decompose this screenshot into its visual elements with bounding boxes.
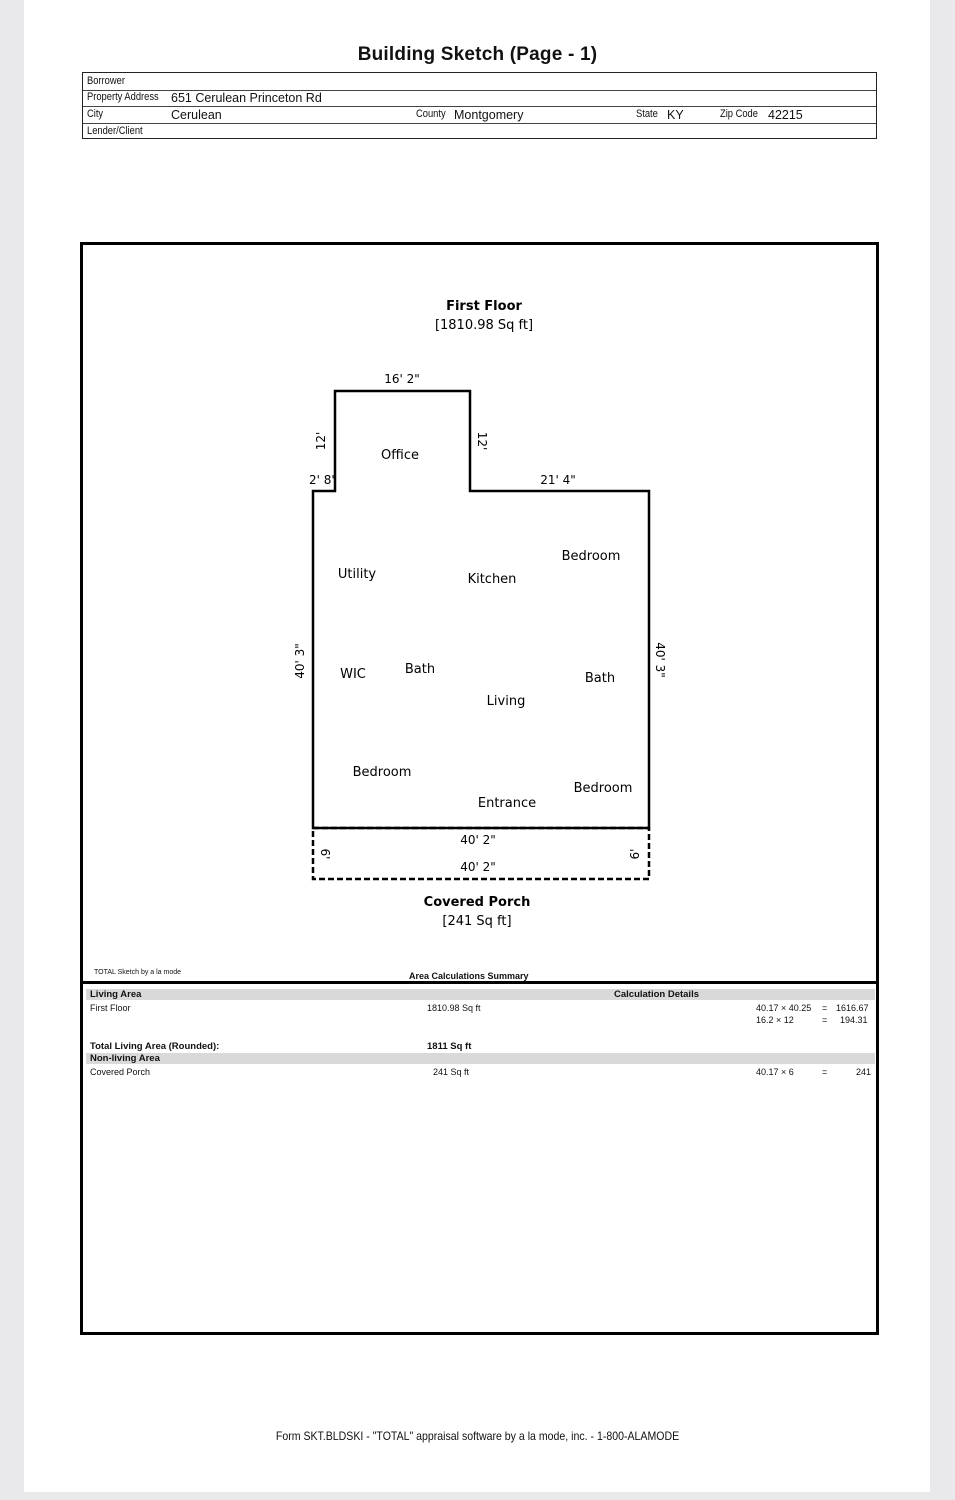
non-living-label: Non-living Area (90, 1053, 160, 1064)
calc-details-label: Calculation Details (614, 989, 699, 1000)
calc-line-2-result: 194.31 (840, 1015, 868, 1025)
zip-label: Zip Code (720, 108, 758, 120)
address-value: 651 Cerulean Princeton Rd (171, 91, 322, 105)
room-entrance: Entrance (477, 796, 537, 811)
sketch-credit: TOTAL Sketch by a la mode (94, 969, 182, 976)
calc-line-2-eq: = (822, 1015, 828, 1025)
first-floor-outline (313, 391, 649, 828)
room-bedroom-ne: Bedroom (561, 549, 621, 564)
room-utility: Utility (337, 567, 377, 582)
dim-step: 2' 8" (309, 473, 337, 487)
porch-row-area: 241 Sq ft (433, 1067, 470, 1077)
city-label: City (87, 108, 104, 120)
calc-line-3: 40.17 × 6 (756, 1067, 794, 1077)
dim-top: 16' 2" (384, 372, 420, 386)
county-value: Montgomery (454, 108, 524, 122)
summary-heading: Area Calculations Summary (409, 971, 529, 981)
borrower-label: Borrower (87, 75, 125, 87)
city-value: Cerulean (171, 108, 222, 122)
calc-line-1-result: 1616.67 (836, 1003, 869, 1013)
porch-title: Covered Porch (423, 895, 531, 910)
first-floor-area: 1810.98 Sq ft (427, 1003, 481, 1013)
calc-line-1-eq: = (822, 1003, 828, 1013)
living-area-band (86, 989, 875, 1000)
living-area-label: Living Area (90, 989, 142, 1000)
room-bath-west: Bath (404, 662, 436, 677)
calc-line-2: 16.2 × 12 (756, 1015, 794, 1025)
first-floor-label: First Floor (90, 1003, 131, 1013)
porch-area: [241 Sq ft] (442, 914, 512, 929)
floor-title: First Floor (446, 299, 522, 314)
document-title: Building Sketch (Page - 1) (357, 44, 598, 65)
dim-porch-bottom: 40' 2" (460, 860, 496, 874)
dim-bottom: 40' 2" (460, 833, 496, 847)
calc-line-3-eq: = (822, 1067, 828, 1077)
porch-row-label: Covered Porch (90, 1067, 151, 1077)
lender-label: Lender/Client (87, 125, 143, 137)
room-kitchen: Kitchen (467, 572, 517, 587)
state-label: State (636, 108, 658, 120)
form-footer: Form SKT.BLDSKI - "TOTAL" appraisal software by a la mode, inc. - 1-800-ALAMODE (275, 1429, 680, 1443)
room-living: Living (486, 694, 526, 709)
dim-office-left: 12' (314, 431, 328, 451)
dim-left-side: 40' 3" (293, 643, 307, 679)
non-living-band (86, 1053, 875, 1064)
room-office: Office (381, 448, 419, 463)
total-living-label: Total Living Area (Rounded): (90, 1041, 220, 1052)
summary-divider (80, 981, 879, 984)
dim-porch-right: 6' (628, 848, 642, 860)
address-label: Property Address (87, 91, 159, 103)
room-wic: WIC (340, 667, 366, 682)
room-bedroom-sw: Bedroom (352, 765, 412, 780)
zip-value: 42215 (768, 108, 803, 122)
total-living-value: 1811 Sq ft (427, 1041, 472, 1052)
room-bath-east: Bath (584, 671, 616, 686)
room-bedroom-se: Bedroom (573, 781, 633, 796)
floor-area: [1810.98 Sq ft] (434, 318, 534, 333)
dim-right-top: 21' 4" (540, 473, 576, 487)
calc-line-3-result: 241 (856, 1067, 872, 1077)
dim-right-side: 40' 3" (653, 642, 667, 678)
dim-office-right: 12' (475, 431, 489, 451)
calc-line-1: 40.17 × 40.25 (756, 1003, 812, 1013)
county-label: County (416, 108, 446, 120)
state-value: KY (667, 108, 684, 122)
dim-porch-left: 6' (318, 848, 332, 860)
